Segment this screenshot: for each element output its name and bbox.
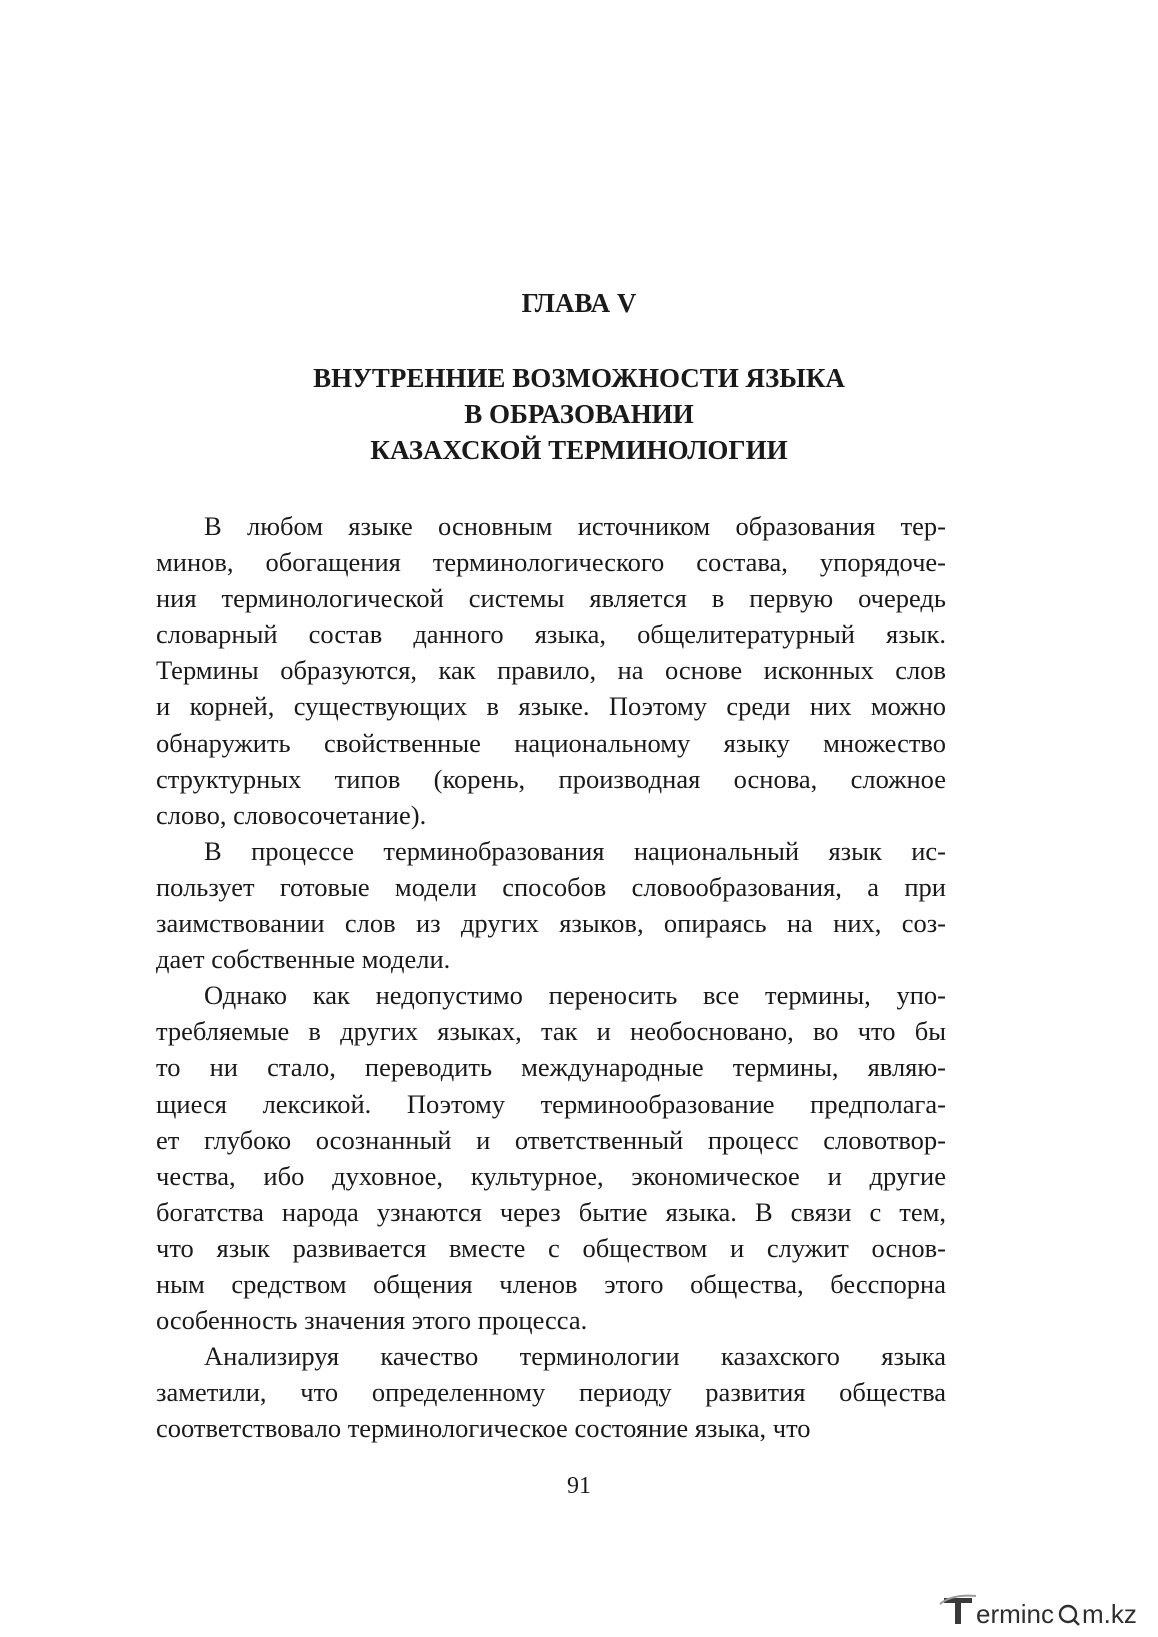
svg-text:m.kz: m.kz xyxy=(1082,1599,1137,1629)
text-line: структурных типов (корень, производная основа, сложное xyxy=(156,763,946,794)
chapter-label: ГЛАВА V xyxy=(521,288,637,318)
text-line: и корней, существующих в языке. Поэтому среди них можно xyxy=(156,691,946,722)
text-line: дает собственные модели. xyxy=(156,944,451,975)
text-line: особенность значения этого процесса. xyxy=(156,1305,588,1336)
text-line: то ни стало, переводить международные термины, являю- xyxy=(156,1052,946,1083)
paragraph xyxy=(156,508,946,833)
text-line: Однако как недопустимо переносить все термины, упо- xyxy=(204,980,946,1011)
text-line: словарный состав данного языка, общелитературный язык. xyxy=(156,619,946,650)
chapter-title-line: В ОБРАЗОВАНИИ xyxy=(464,399,694,429)
text-line: В любом языке основным источником образования тер- xyxy=(204,511,946,541)
chapter-title xyxy=(0,360,1158,468)
text-line: ным средством общения членов этого общества, бесспорна xyxy=(156,1268,946,1299)
text-line: что язык развивается вместе с обществом и служит основ- xyxy=(156,1232,946,1263)
text-line: ния терминологической системы является в первую очередь xyxy=(156,583,946,614)
paragraph xyxy=(156,833,946,977)
chapter-title-line: ВНУТРЕННИЕ ВОЗМОЖНОСТИ ЯЗЫКА xyxy=(313,363,845,393)
text-line: чества, ибо духовное, культурное, экономическое и другие xyxy=(156,1160,946,1191)
watermark-logo xyxy=(938,1590,1138,1630)
text-line: заметили, что определенному периоду развития общества xyxy=(156,1377,946,1408)
magnifier-icon xyxy=(1060,1606,1079,1625)
text-line: минов, обогащения терминологического состава, упорядоче- xyxy=(156,547,946,578)
text-line: соответствовало терминологическое состояние языка, что xyxy=(156,1413,811,1444)
text-line: В процессе терминобразования национальный язык ис- xyxy=(204,835,946,866)
text-line: щиеся лексикой. Поэтому терминообразование предполага- xyxy=(156,1088,946,1119)
text-line: обнаружить свойственные национальному языку множество xyxy=(156,727,946,758)
body-text xyxy=(156,508,946,1446)
text-line: Анализируя качество терминологии казахского языка xyxy=(204,1341,946,1372)
svg-text:erminc: erminc xyxy=(976,1599,1055,1629)
watermark-logo-graphic xyxy=(938,1590,1138,1630)
text-line: требляемые в других языках, так и необосновано, во что бы xyxy=(156,1016,946,1047)
paragraph xyxy=(156,977,946,1338)
paragraph xyxy=(156,1338,946,1446)
text-line: ет глубоко осознанный и ответственный процесс словотвор- xyxy=(156,1124,946,1155)
text-line: богатства народа узнаются через бытие языка. В связи с тем, xyxy=(156,1196,946,1227)
text-line: заимствовании слов из других языков, опираясь на них, соз- xyxy=(156,908,946,939)
text-line: пользует готовые модели способов словообразования, а при xyxy=(156,871,946,902)
text-line: слово, словосочетание). xyxy=(156,799,427,830)
text-line: Термины образуются, как правило, на основе исконных слов xyxy=(156,655,946,686)
page-number: 91 xyxy=(567,1473,591,1499)
chapter-title-line: КАЗАХСКОЙ ТЕРМИНОЛОГИИ xyxy=(370,435,788,465)
